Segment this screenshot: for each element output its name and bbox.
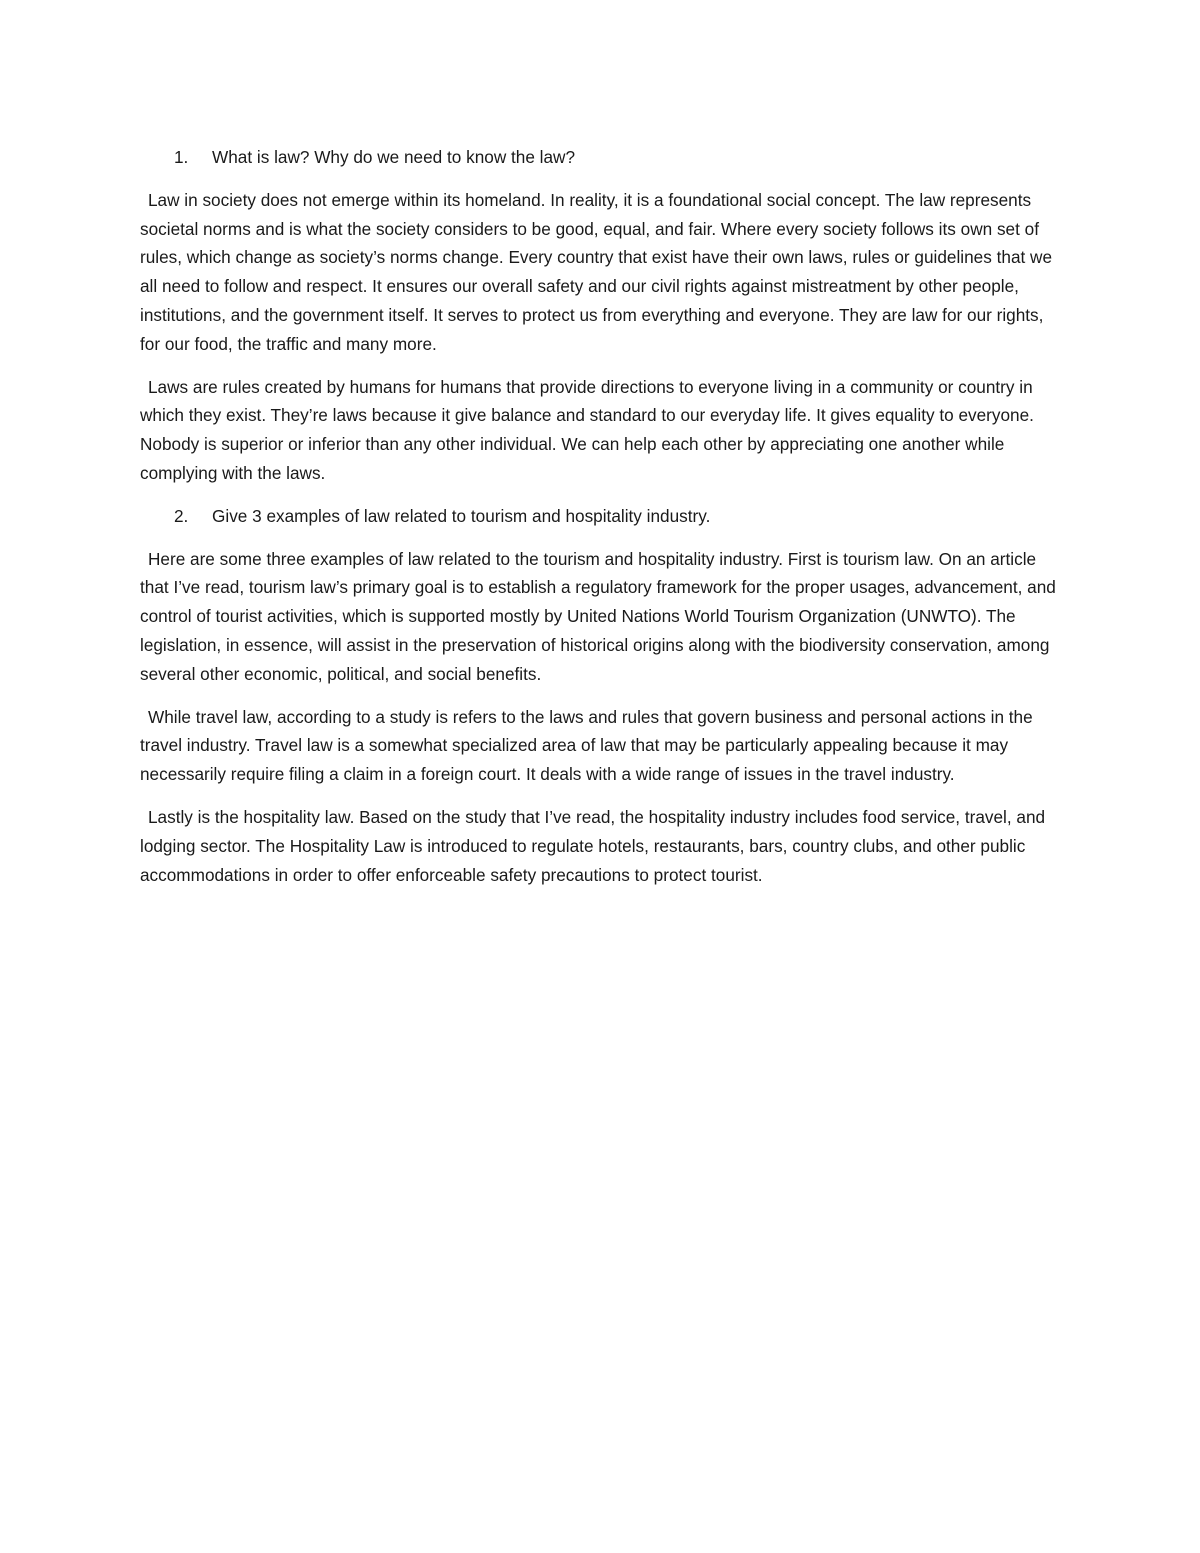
answer-2-paragraph-1: Here are some three examples of law related to the tourism and hospitality industry. First is tourism law. On an article that I’ve read, tourism law’s primary goal is to establish a regulatory framework for the proper usages, advancement, and control of tourist activities, which is supported mostly by United Nations World Tourism Organization (UNWTO). The legislation, in essence, will assist in the preservation of historical origins along with the biodiversity conservation, among several other economic, political, and social benefits. (140, 548, 1056, 684)
question-2-number: 2. (174, 505, 189, 526)
question-2 (140, 502, 1060, 531)
question-1 (140, 143, 1060, 172)
question-1-number: 1. (174, 147, 189, 167)
answer-1-paragraph-1: Law in society does not emerge within its homeland. In reality, it is a foundational social concept. The law represents societal norms and is what the society considers to be good, equal, and fair. Where every society follows its own set of rules, which change as society’s norms change. Every country that exist have their own laws, rules or guidelines that we all need to follow and respect. It ensures our overall safety and our civil rights against mistreatment by other people, institutions, and the government itself. It serves to protect us from everything and everyone. They are law for our rights, for our food, the traffic and many more. (140, 189, 1053, 354)
answer-2-paragraph-2: While travel law, according to a study is refers to the laws and rules that govern business and personal actions in the travel industry. Travel law is a somewhat specialized area of law that may be particularly appealing because it may necessarily require filing a claim in a foreign court. It deals with a wide range of issues in the travel industry. (140, 706, 1033, 785)
document-body (140, 143, 1060, 903)
answer-2-paragraph-3: Lastly is the hospitality law. Based on the study that I’ve read, the hospitality industry includes food service, travel, and lodging sector. The Hospitality Law is introduced to regulate hotels, restaurants, bars, country clubs, and other public accommodations in order to offer enforceable safety precautions to protect tourist. (140, 806, 1046, 885)
question-2-text: Give 3 examples of law related to tourism and hospitality industry. (212, 505, 711, 526)
answer-1-paragraph-2: Laws are rules created by humans for humans that provide directions to everyone living in a community or country in which they exist. They’re laws because it give balance and standard to our everyday life. It gives equality to everyone. Nobody is superior or inferior than any other individual. We can help each other by appreciating one another while complying with the laws. (140, 376, 1034, 483)
question-1-text: What is law? Why do we need to know the law? (212, 147, 576, 167)
